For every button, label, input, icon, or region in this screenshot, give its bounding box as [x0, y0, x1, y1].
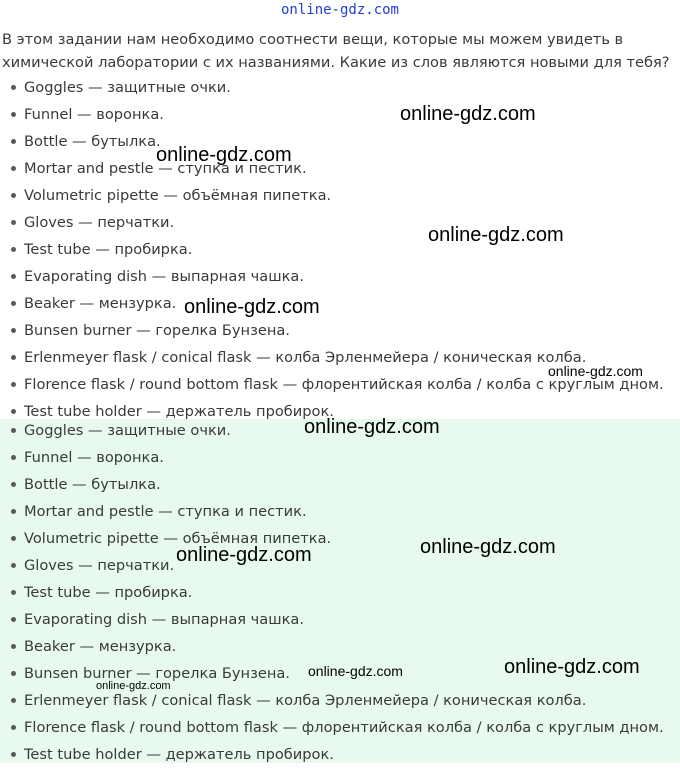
bullet-icon — [11, 536, 16, 541]
bullet-icon — [11, 482, 16, 487]
bullet-icon — [11, 301, 16, 306]
list-item-text: Mortar and pestle — ступка и пестик. — [24, 160, 307, 177]
list-item-text: Evaporating dish — выпарная чашка. — [24, 268, 304, 285]
list-item — [0, 498, 680, 525]
list-item — [0, 182, 680, 209]
list-item-text: Volumetric pipette — объёмная пипетка. — [24, 187, 332, 204]
list-item — [0, 101, 680, 128]
bullet-icon — [11, 455, 16, 460]
list-item — [0, 714, 680, 741]
watermark: online-gdz.com — [156, 144, 292, 166]
list-item-text: Goggles — защитные очки. — [24, 79, 231, 96]
bullet-icon — [11, 752, 16, 757]
bullet-icon — [11, 220, 16, 225]
bullet-icon — [11, 409, 16, 414]
bullet-icon — [11, 328, 16, 333]
list-item-text: Funnel — воронка. — [24, 106, 164, 123]
list-item-text: Beaker — мензурка. — [24, 295, 177, 312]
watermark: online-gdz.com — [96, 680, 171, 692]
watermark: online-gdz.com — [548, 363, 643, 379]
list-item — [0, 552, 680, 579]
list-item-text: Beaker — мензурка. — [24, 638, 177, 655]
bullet-icon — [11, 428, 16, 433]
list-item-text: Bunsen burner — горелка Бунзена. — [24, 665, 290, 682]
list-item — [0, 579, 680, 606]
list-item — [0, 471, 680, 498]
list-item-text: Florence flask / round bottom flask — флорентийская колба / колба с круглым дном. — [24, 376, 664, 393]
list-item — [0, 263, 680, 290]
watermark: online-gdz.com — [428, 224, 564, 246]
list-item-text: Gloves — перчатки. — [24, 214, 175, 231]
bullet-icon — [11, 139, 16, 144]
bullet-icon — [11, 590, 16, 595]
list-item-text: Goggles — защитные очки. — [24, 422, 231, 439]
list-item — [0, 290, 680, 317]
watermark: online-gdz.com — [308, 663, 403, 679]
bullet-icon — [11, 247, 16, 252]
list-item — [0, 606, 680, 633]
watermark: online-gdz.com — [400, 103, 536, 125]
bullet-icon — [11, 671, 16, 676]
list-item-text: Erlenmeyer flask / conical flask — колба Эрленмейера / коническая колба. — [24, 692, 587, 709]
list-item-text: Bottle — бутылка. — [24, 133, 161, 150]
watermark: online-gdz.com — [504, 656, 640, 678]
list-item — [0, 236, 680, 263]
bullet-icon — [11, 166, 16, 171]
bullet-icon — [11, 698, 16, 703]
list-item-text: Florence flask / round bottom flask — флорентийская колба / колба с круглым дном. — [24, 719, 664, 736]
list-item-text: Bunsen burner — горелка Бунзена. — [24, 322, 290, 339]
watermark: online-gdz.com — [420, 536, 556, 558]
list-item-text: Test tube — пробирка. — [24, 584, 193, 601]
list-item-text: Gloves — перчатки. — [24, 557, 175, 574]
vocab-list-repeat — [0, 417, 680, 768]
watermark: online-gdz.com — [304, 416, 440, 438]
list-item — [0, 209, 680, 236]
list-item-text: Volumetric pipette — объёмная пипетка. — [24, 530, 332, 547]
list-item — [0, 741, 680, 768]
list-item-text: Evaporating dish — выпарная чашка. — [24, 611, 304, 628]
bullet-icon — [11, 563, 16, 568]
bullet-icon — [11, 382, 16, 387]
list-item-text: Funnel — воронка. — [24, 449, 164, 466]
list-item — [0, 317, 680, 344]
list-item-text: Test tube holder — держатель пробирок. — [24, 403, 334, 420]
watermark: online-gdz.com — [176, 544, 312, 566]
list-item — [0, 74, 680, 101]
list-item-text: Mortar and pestle — ступка и пестик. — [24, 503, 307, 520]
list-item — [0, 155, 680, 182]
bullet-icon — [11, 509, 16, 514]
list-item — [0, 444, 680, 471]
list-item-text: Bottle — бутылка. — [24, 476, 161, 493]
bullet-icon — [11, 112, 16, 117]
list-item — [0, 128, 680, 155]
bullet-icon — [11, 274, 16, 279]
bullet-icon — [11, 193, 16, 198]
task-intro: В этом задании нам необходимо соотнести вещи, которые мы можем увидеть в химической лаборатории с их названиями. Какие из слов являются новыми для тебя? — [2, 31, 670, 71]
list-item-text: Test tube holder — держатель пробирок. — [24, 746, 334, 763]
watermark: online-gdz.com — [184, 296, 320, 318]
site-header: online-gdz.com — [280, 2, 399, 18]
list-item — [0, 525, 680, 552]
bullet-icon — [11, 617, 16, 622]
list-item-text: Erlenmeyer flask / conical flask — колба Эрленмейера / коническая колба. — [24, 349, 587, 366]
list-item-text: Test tube — пробирка. — [24, 241, 193, 258]
bullet-icon — [11, 725, 16, 730]
bullet-icon — [11, 355, 16, 360]
bullet-icon — [11, 85, 16, 90]
bullet-icon — [11, 644, 16, 649]
